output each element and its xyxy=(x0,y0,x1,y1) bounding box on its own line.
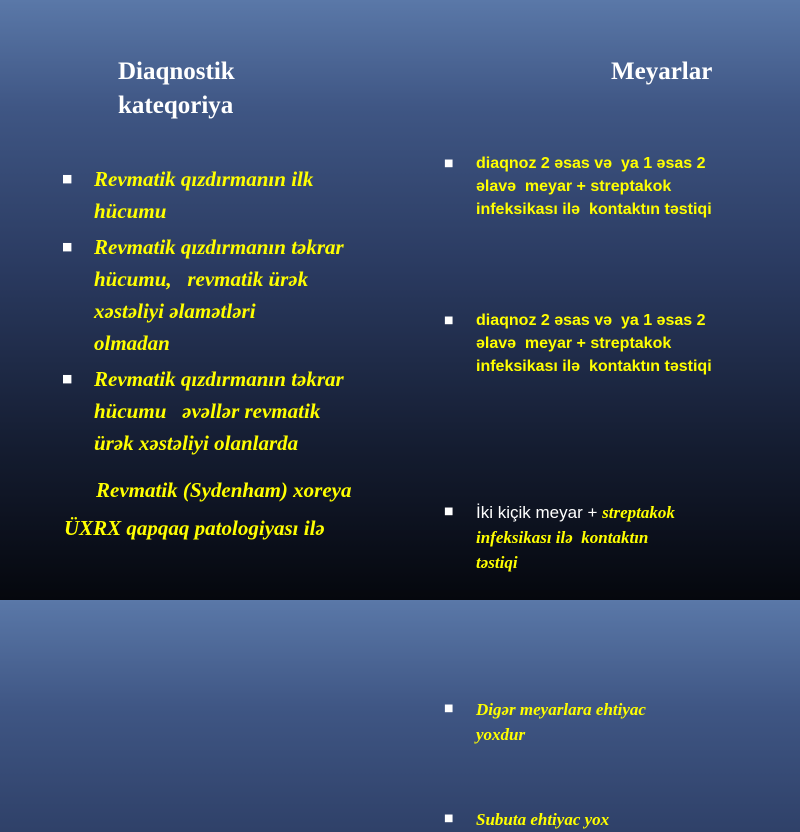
text-line: infeksikası ilә kontaktın tәstiqi xyxy=(476,201,712,218)
bullet-icon: ■ xyxy=(444,315,454,326)
header-diagnostic-category xyxy=(118,55,318,123)
text-line: Subuta ehtiyac yox xyxy=(476,810,610,829)
criteria-text xyxy=(476,309,800,378)
criteria-item xyxy=(444,309,800,378)
text-line: ürәk xәstәliyi olanlarda xyxy=(94,431,299,455)
text-line: әlavә meyar + streptakok xyxy=(476,178,672,195)
text-line xyxy=(476,500,800,525)
text-line: xәstәliyi әlamәtlәri xyxy=(94,299,256,323)
header-left-line2: kateqoriya xyxy=(118,92,234,119)
text-line: әlavә meyar + streptakok xyxy=(476,335,672,352)
list-item-text xyxy=(94,363,432,459)
list-item xyxy=(62,363,432,459)
text-line: diaqnoz 2 әsas vә ya 1 әsas 2 xyxy=(476,155,706,172)
text-line: Digәr meyarlara ehtiyac xyxy=(476,700,646,719)
text-line: Revmatik qızdırmanın tәkrar xyxy=(94,367,344,391)
list-item-text xyxy=(94,163,432,227)
bullet-icon: ■ xyxy=(444,813,454,824)
criteria-text xyxy=(476,807,800,832)
text-line: infeksikası ilә kontaktın tәstiqi xyxy=(476,358,712,375)
bullet-icon: ■ xyxy=(62,372,73,385)
category-valve-pathology: ÜXRX qapqaq patologiyası ilә xyxy=(64,516,325,540)
criteria-item xyxy=(444,697,800,747)
text-line: yoxdur xyxy=(476,725,526,744)
criteria-item xyxy=(444,152,800,221)
bullet-icon: ■ xyxy=(444,158,454,169)
text-fragment: streptakok xyxy=(602,503,675,522)
left-category-list xyxy=(62,163,432,463)
criteria-item xyxy=(444,500,800,575)
criteria-text xyxy=(476,697,800,747)
bullet-icon: ■ xyxy=(62,172,73,185)
text-line: tәstiqi xyxy=(476,553,518,572)
text-line: hücumu xyxy=(94,199,167,223)
category-chorea: Revmatik (Sydenham) xoreya xyxy=(96,478,352,502)
text-line: infeksikası ilә kontaktın xyxy=(476,528,649,547)
criteria-text xyxy=(476,152,800,221)
text-line: hücumu әvәllәr revmatik xyxy=(94,399,321,423)
bullet-icon: ■ xyxy=(444,506,454,517)
list-item xyxy=(62,231,432,359)
bullet-icon: ■ xyxy=(62,240,73,253)
bullet-icon: ■ xyxy=(444,703,454,714)
plus-sign: + xyxy=(582,503,603,522)
criteria-item xyxy=(444,807,800,832)
minor-criteria-label: İki kiçik meyar xyxy=(476,503,583,522)
criteria-text xyxy=(476,500,800,575)
list-item-text xyxy=(94,231,432,359)
header-criteria: Meyarlar xyxy=(611,58,713,85)
text-line: hücumu, revmatik ürәk xyxy=(94,267,309,291)
text-line: Revmatik qızdırmanın tәkrar xyxy=(94,235,344,259)
text-line: olmadan xyxy=(94,331,170,355)
header-left-line1: Diaqnostik xyxy=(118,58,235,85)
text-line: Revmatik qızdırmanın ilk xyxy=(94,167,314,191)
text-line: diaqnoz 2 әsas vә ya 1 әsas 2 xyxy=(476,312,706,329)
list-item xyxy=(62,163,432,227)
